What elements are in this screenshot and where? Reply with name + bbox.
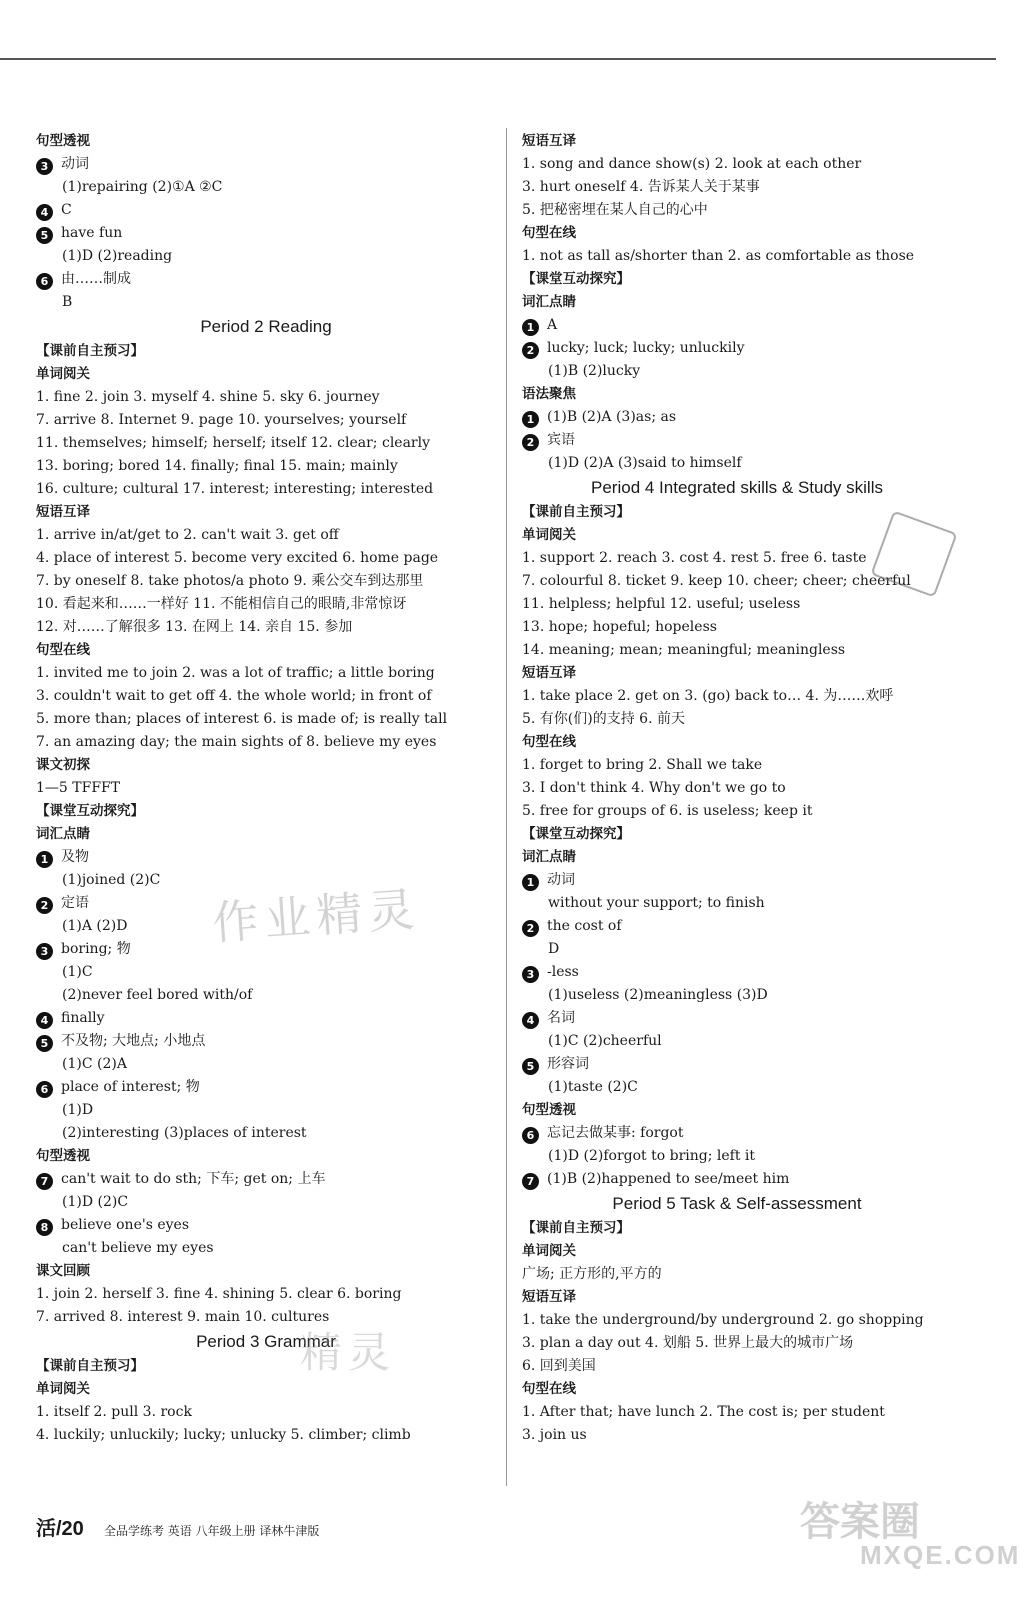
answer-line: 14. meaning; mean; meaningful; meaningless [522, 642, 846, 658]
item-text: -less [547, 964, 579, 980]
answer-line: (1)useless (2)meaningless (3)D [548, 987, 768, 1003]
answer-line: 1. take place 2. get on 3. (go) back to… 4. 为……欢呼 [522, 688, 894, 704]
section-subheading: 单词阅关 [522, 527, 576, 543]
section-heading: 【课堂互动探究】 [36, 803, 144, 819]
item-text: can't wait to do sth; 下车; get on; 上车 [61, 1171, 326, 1187]
item-number-badge: 1 [522, 319, 539, 336]
item-number-badge: 6 [522, 1127, 539, 1144]
numbered-item [522, 961, 952, 984]
section-subheading: 句型透视 [36, 1148, 90, 1164]
numbered-item [522, 314, 952, 337]
item-text: 及物 [61, 849, 89, 865]
answer-line: 4. luckily; unluckily; lucky; unlucky 5. climber; climb [36, 1427, 411, 1443]
top-rule [0, 58, 996, 60]
answer-line: 11. helpless; helpful 12. useful; useless [522, 596, 801, 612]
answer-line: 1. fine 2. join 3. myself 4. shine 5. sky 6. journey [36, 389, 380, 405]
answer-line: can't believe my eyes [62, 1240, 214, 1256]
item-text: have fun [61, 225, 123, 241]
answer-line: 12. 对……了解很多 13. 在网上 14. 亲自 15. 参加 [36, 619, 353, 635]
item-number-badge: 4 [36, 204, 53, 221]
period-heading: Period 5 Task & Self-assessment [612, 1194, 862, 1213]
section-heading: 【课前自主预习】 [36, 1358, 144, 1374]
item-text: the cost of [547, 918, 622, 934]
answer-line: D [548, 941, 560, 957]
answer-line: (1)D (2)C [62, 1194, 129, 1210]
answer-line: without your support; to finish [548, 895, 765, 911]
answer-line: 1. song and dance show(s) 2. look at each other [522, 156, 862, 172]
section-subheading: 单词阅关 [36, 1381, 90, 1397]
answer-line: (1)A (2)D [62, 918, 128, 934]
numbered-item [36, 222, 496, 245]
left-column [36, 130, 496, 1447]
answer-line: 5. 把秘密埋在某人自己的心中 [522, 202, 708, 218]
item-number-badge: 1 [522, 411, 539, 428]
section-subheading: 课文回顾 [36, 1263, 90, 1279]
item-number-badge: 3 [36, 943, 53, 960]
answer-line: (1)taste (2)C [548, 1079, 638, 1095]
item-number-badge: 8 [36, 1219, 53, 1236]
numbered-item [522, 1007, 952, 1030]
answer-line: 10. 看起来和……一样好 11. 不能相信自己的眼睛,非常惊讶 [36, 596, 407, 612]
numbered-item [522, 1122, 952, 1145]
item-number-badge: 4 [36, 1012, 53, 1029]
item-text: A [547, 317, 558, 333]
answer-line: (1)repairing (2)①A ②C [62, 179, 223, 195]
answer-line: (1)D (2)A (3)said to himself [548, 455, 742, 471]
numbered-item [522, 429, 952, 452]
numbered-item [522, 1168, 952, 1191]
section-subheading: 短语互译 [522, 665, 576, 681]
item-number-badge: 2 [522, 342, 539, 359]
section-subheading: 句型透视 [522, 1102, 576, 1118]
numbered-item [522, 915, 952, 938]
answer-line: (1)B (2)lucky [548, 363, 641, 379]
section-subheading: 单词阅关 [522, 1243, 576, 1259]
item-number-badge: 3 [522, 966, 539, 983]
item-text: 动词 [61, 156, 89, 172]
answer-line: 1. not as tall as/shorter than 2. as comfortable as those [522, 248, 915, 264]
answer-line: 3. I don't think 4. Why don't we go to [522, 780, 786, 796]
section-subheading: 课文初探 [36, 757, 90, 773]
answer-line: 1. After that; have lunch 2. The cost is; per student [522, 1404, 885, 1420]
section-subheading: 语法聚焦 [522, 386, 576, 402]
item-number-badge: 7 [522, 1173, 539, 1190]
book-info: 全品学练考 英语 八年级上册 译林牛津版 [103, 1524, 320, 1538]
item-number-badge: 2 [522, 920, 539, 937]
section-subheading: 词汇点睛 [36, 826, 90, 842]
item-text: (1)B (2)happened to see/meet him [547, 1171, 790, 1187]
item-text: boring; 物 [61, 941, 131, 957]
site-watermark-en: MXQE.COM [860, 1540, 1020, 1570]
numbered-item [36, 1214, 496, 1237]
item-number-badge: 2 [522, 434, 539, 451]
item-text: lucky; luck; lucky; unluckily [547, 340, 745, 356]
item-number-badge: 6 [36, 1081, 53, 1098]
answer-line: 5. 有你(们)的支持 6. 前天 [522, 711, 685, 727]
item-number-badge: 2 [36, 897, 53, 914]
answer-line: 7. by oneself 8. take photos/a photo 9. 乘公交车到达那里 [36, 573, 424, 589]
period-heading: Period 3 Grammar [196, 1332, 336, 1351]
section-subheading: 词汇点睛 [522, 849, 576, 865]
item-text: believe one's eyes [61, 1217, 190, 1233]
answer-line: 1. arrive in/at/get to 2. can't wait 3. get off [36, 527, 339, 543]
numbered-item [36, 199, 496, 222]
section-heading: 【课前自主预习】 [36, 343, 144, 359]
section-subheading: 句型在线 [522, 734, 576, 750]
answer-line: 1. support 2. reach 3. cost 4. rest 5. free 6. taste [522, 550, 867, 566]
item-number-badge: 5 [36, 227, 53, 244]
numbered-item [36, 268, 496, 291]
period-heading: Period 2 Reading [200, 317, 332, 336]
answer-line: B [62, 294, 73, 310]
site-watermark-cn: 答案圈 [800, 1499, 920, 1545]
answer-line: 5. free for groups of 6. is useless; keep it [522, 803, 813, 819]
item-text: 不及物; 大地点; 小地点 [61, 1033, 206, 1049]
numbered-item [36, 1007, 496, 1030]
watermark-text: 作业精灵 [210, 881, 422, 951]
answer-line: 7. colourful 8. ticket 9. keep 10. cheer; cheer; cheerful [522, 573, 911, 589]
item-text: 动词 [547, 872, 575, 888]
item-text: 宾语 [547, 432, 575, 448]
section-subheading: 短语互译 [36, 504, 90, 520]
section-subheading: 句型在线 [522, 225, 576, 241]
answer-line: 3. join us [522, 1427, 587, 1443]
numbered-item [522, 1053, 952, 1076]
item-text: 忘记去做某事: forgot [547, 1125, 684, 1141]
answer-line: 7. arrived 8. interest 9. main 10. cultures [36, 1309, 330, 1325]
answer-line: 4. place of interest 5. become very excited 6. home page [36, 550, 439, 566]
answer-line: 1. invited me to join 2. was a lot of traffic; a little boring [36, 665, 435, 681]
answer-line: (1)D (2)forgot to bring; left it [548, 1148, 756, 1164]
item-text: 形容词 [547, 1056, 589, 1072]
numbered-item [522, 869, 952, 892]
item-number-badge: 5 [36, 1035, 53, 1052]
section-subheading: 短语互译 [522, 1289, 576, 1305]
numbered-item [36, 1076, 496, 1099]
answer-line: (2)never feel bored with/of [62, 987, 253, 1003]
item-number-badge: 1 [36, 851, 53, 868]
numbered-item [36, 846, 496, 869]
numbered-item [36, 153, 496, 176]
answer-line: 7. an amazing day; the main sights of 8. believe my eyes [36, 734, 437, 750]
item-text: 名词 [547, 1010, 575, 1026]
section-subheading: 句型在线 [522, 1381, 576, 1397]
section-heading: 【课堂互动探究】 [522, 826, 630, 842]
answer-line: (1)joined (2)C [62, 872, 161, 888]
answer-line: (1)C (2)cheerful [548, 1033, 662, 1049]
numbered-item [36, 1030, 496, 1053]
answer-line: (2)interesting (3)places of interest [62, 1125, 307, 1141]
item-number-badge: 7 [36, 1173, 53, 1190]
answer-line: 1. join 2. herself 3. fine 4. shining 5. clear 6. boring [36, 1286, 402, 1302]
section-heading: 【课前自主预习】 [522, 1220, 630, 1236]
column-divider [506, 128, 507, 1486]
watermark-text-2: 精灵 [300, 1328, 397, 1377]
section-subheading: 单词阅关 [36, 366, 90, 382]
answer-line: 13. boring; bored 14. finally; final 15. main; mainly [36, 458, 398, 474]
answer-line: 3. plan a day out 4. 划船 5. 世界上最大的城市广场 [522, 1335, 854, 1351]
answer-line: 6. 回到美国 [522, 1358, 596, 1374]
answer-line: 1—5 TFFFT [36, 780, 121, 796]
section-subheading: 词汇点睛 [522, 294, 576, 310]
item-text: place of interest; 物 [61, 1079, 200, 1095]
item-text: finally [61, 1010, 105, 1026]
page-number: 活/20 [36, 1518, 84, 1540]
answer-line: (1)C [62, 964, 93, 980]
answer-line: (1)C (2)A [62, 1056, 127, 1072]
item-text: C [61, 202, 72, 218]
answer-line: 16. culture; cultural 17. interest; interesting; interested [36, 481, 434, 497]
answer-line: 5. more than; places of interest 6. is made of; is really tall [36, 711, 448, 727]
section-heading: 【课前自主预习】 [522, 504, 630, 520]
answer-line: (1)D (2)reading [62, 248, 173, 264]
numbered-item [522, 337, 952, 360]
answer-line: 1. forget to bring 2. Shall we take [522, 757, 763, 773]
answer-line: 7. arrive 8. Internet 9. page 10. yourselves; yourself [36, 412, 407, 428]
answer-line: 13. hope; hopeful; hopeless [522, 619, 717, 635]
item-text: 由……制成 [61, 271, 131, 287]
item-number-badge: 3 [36, 158, 53, 175]
item-number-badge: 5 [522, 1058, 539, 1075]
numbered-item [36, 1168, 496, 1191]
item-number-badge: 6 [36, 273, 53, 290]
section-subheading: 短语互译 [522, 133, 576, 149]
section-heading: 【课堂互动探究】 [522, 271, 630, 287]
period-heading: Period 4 Integrated skills & Study skills [591, 478, 883, 497]
answer-line: 3. hurt oneself 4. 告诉某人关于某事 [522, 179, 760, 195]
numbered-item [522, 406, 952, 429]
right-column [522, 130, 952, 1447]
answer-line: 11. themselves; himself; herself; itself 12. clear; clearly [36, 435, 431, 451]
item-number-badge: 1 [522, 874, 539, 891]
answer-line: 1. itself 2. pull 3. rock [36, 1404, 192, 1420]
answer-line: 广场; 正方形的,平方的 [522, 1266, 662, 1282]
section-subheading: 句型透视 [36, 133, 90, 149]
item-number-badge: 4 [522, 1012, 539, 1029]
item-text: (1)B (2)A (3)as; as [547, 409, 677, 425]
answer-line: (1)D [62, 1102, 94, 1118]
page-footer [36, 1512, 319, 1541]
answer-line: 1. take the underground/by underground 2. go shopping [522, 1312, 924, 1328]
section-subheading: 句型在线 [36, 642, 90, 658]
answer-line: 3. couldn't wait to get off 4. the whole world; in front of [36, 688, 432, 704]
item-text: 定语 [61, 895, 89, 911]
